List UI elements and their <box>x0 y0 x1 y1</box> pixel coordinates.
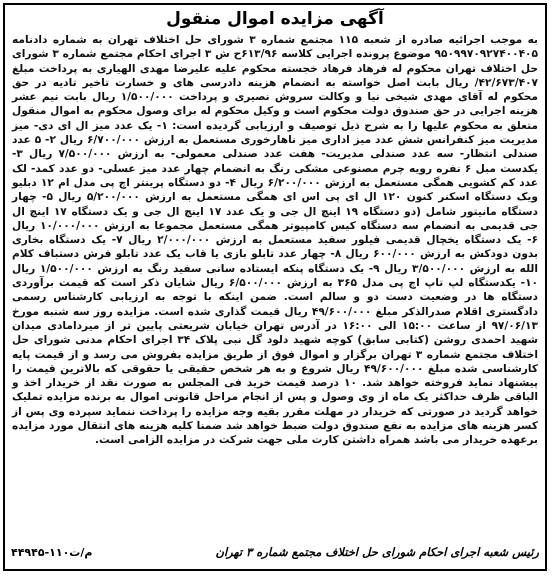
notice-body: به موجب اجرائیه صادره از شعبه ۱۱۵ مجتمع شماره ۳ شورای حل اختلاف تهران به شماره دادنامه ۹۵۰۹۹۷۰۹۲۷۴۰۰۴۰۵ موضوع پرونده اجرایی کلاسه ۶۱۳/۹۶ح ش ۳ اجرای احکام مجتمع شماره ۳ شورای حل اختلاف تهران محکوم له فرهاد فرهاد خجسته محکوم علیه علیرضا مهدی الهیاری به پرداخت مبلغ ۴۲/۶۷۳/۴۰۷/ ریال بابت اصل خواسته به انضمام هزینه دادرسی های و خسارت تاخیر تادیه در حق محکوم له آقای مهدی شیخی نیا و وکالت سروش نصیری و پرداخت ۱/۵۰۰/۰۰۰ ریال بابت نیم عشر هزینه اجرایی در حق صندوق دولت محکوم است و وکیل محکوم له برای وصول محکوم به اموال منقول متعلق به محکوم علیها را به شرح ذیل توصیف و ارزیابی گردیده است: ۱- یک عدد میز ال ای دی- میز مدیریت میز کنفرانس شش عدد میز اداری میز ناهارخوری مستعمل به ارزش ۶/۷۰۰/۰۰۰ ریال ۲- ۵ عدد صندلی انتظار- سه عدد صندلی مدیریت- هفت عدد صندلی معمولی- به ارزش ۷/۵۰۰/۰۰۰ ریال ۳- یکدست مبل ۶ نفره رویه چرم مصنوعی مشکی رنگ به انضمام چهار عدد میز عسلی- دو عدد کمد- لک عدد کم کشویی همگی مستعمل به ارزش ۶/۲۰۰/۰۰۰ ریال ۴- دو دستگاه پرینتر اچ پی مدل ام ۱۲ دبلیو ویک دستگاه اسکنر کنون ۱۲۰ ال ای پی اس ای همگی مستعمل به ارزش ۵/۲۰۰/۰۰۰ ریال ۵- چهار دستگاه مانیتور شامل (دو دستگاه ۱۹ اینچ ال جی و یک عدد ۱۷ اینچ ال جی و یک دستگاه ۱۷ اینچ ال جی قدیمی به انضمام سه دستگاه کیس کامپیوتر همگی مستعمل مجموعا به ارزش ۱۰/۰۰۰/۰۰۰ ریال ۶- یک دستگاه یخچال قدیمی فیلور سفید مستعمل به ارزش ۲/۰۰۰/۰۰۰ ریال ۷- یک دستگاه بخاری بدون دودکش به ارزش ۶۰۰/۰۰۰ ریال ۸- چهار عدد تابلو بازی یا قاب یک عدد تابلو فرش دستباف کلام الله به ارزش ۳/۵۰۰/۰۰۰ ریال ۹- یک دستگاه پنکه ایستاده سانی سفید رنگ به ارزش ۱/۵۰۰/۰۰۰ ریال ۱۰- یکدستگاه لپ تاپ اچ پی مدل ۳۶۵ به ارزش ۶/۵۰۰/۰۰۰ ریال شایان ذکر است که قیمت برآوردی دستگاه ها در وضعیت دست دو و سالم است. ضمن اینکه با توجه به ارزیابی کارشناس رسمی دادگستری اقلام صدرالذکر مبلغ ۴۹/۶۰۰/۰۰۰ ریال قیمت گذاری شده است. مزایده روز سه شنبه مورخ ۹۷/۰۶/۱۳ از ساعت ۱۵:۰۰ الی ۱۶:۰۰ در آدرس تهران خیابان شریعتی پایین تر از میردامادی میدان شهید احمدی روشن (کتابی سابق) کوچه شهید دلود گل نبی پلاک ۳۴ اجرای احکام مدنی شورای حل اختلاف مجتمع شماره ۳ تهران برگزار و اموال فوق از طریق مزایده بفروش می رسد و از قیمت پایه کارشناسی شده مبلغ ۴۹/۶۰۰/۰۰۰ ریال شروع و به هر شخص حقیقی یا حقوقی که بالاترین قیمت را پیشنهاد نماید فروخته خواهد شد. ۱۰ درصد قیمت خرید فی المجلس به صورت نقد از خریدار اخذ و الباقی ظرف حداکثر یک ماه از وی وصول و پس از انجام مراحل قانونی اموال به برنده مزایده تملیک خواهد گردید در صورتی که خریدار در مهلت مقرر بقیه وجه مزایده را پرداخت ننماید سپرده وی پس از کسر هزینه های مزایده به نفع صندوق دولت ضبط خواهد شد ضمنا کلیه هزینه های انتقال مورد مزایده برعهده خریدار می باشد همراه داشتن کارت ملی جهت شرکت در مزایده الزامی است. <box>12 34 539 447</box>
signature-line: رئیس شعبه اجرای احکام شورای حل اختلاف مجتمع شماره ۳ تهران <box>215 545 539 559</box>
notice-title: آگهی مزایده اموال منقول <box>166 9 384 29</box>
ad-code: ۴۴۹۴۵-م/ت۱۱۰ <box>11 545 93 559</box>
notice-footer <box>11 541 539 563</box>
notice-frame <box>3 3 547 571</box>
